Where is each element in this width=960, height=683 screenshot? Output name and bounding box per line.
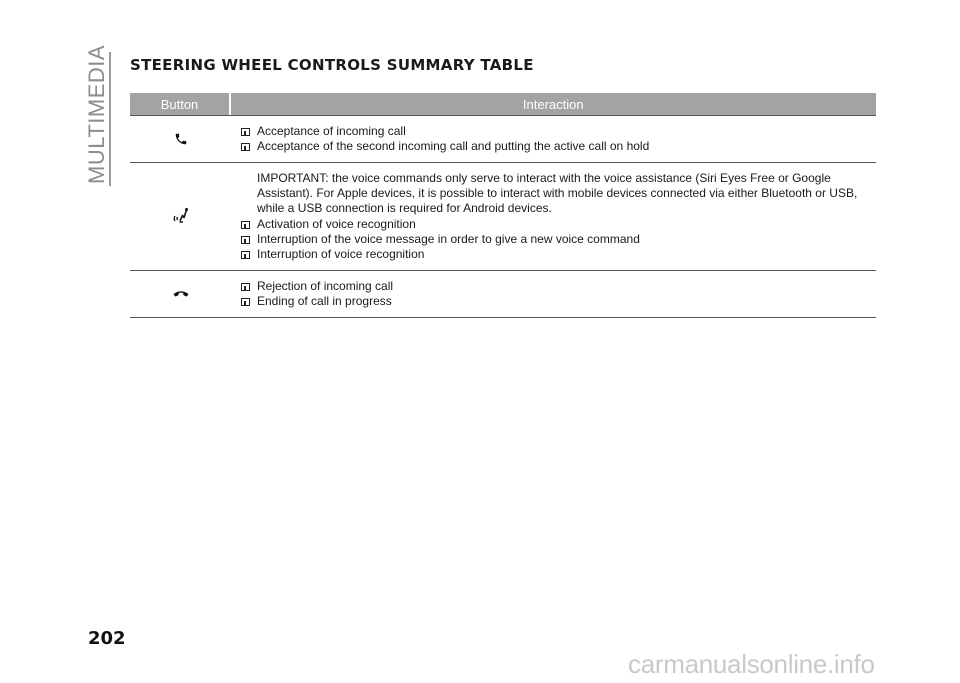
chapter-side-tab: [84, 44, 110, 184]
table-row: [130, 271, 876, 318]
list-item: [257, 232, 876, 247]
page-number: 202: [88, 628, 126, 649]
list-item: [257, 294, 876, 309]
table-header: [130, 93, 876, 116]
bullet-icon: [241, 283, 250, 291]
phone-hangup-icon: [173, 289, 189, 299]
list-item-text: Acceptance of the second incoming call and putting the active call on hold: [257, 139, 650, 153]
bullet-icon: [241, 298, 250, 306]
list-item-text: Activation of voice recognition: [257, 217, 416, 231]
controls-table: [130, 93, 876, 318]
list-item-text: Interruption of voice recognition: [257, 247, 425, 261]
button-cell: [130, 163, 231, 270]
bullet-icon: [241, 143, 250, 151]
voice-command-icon: [173, 207, 189, 227]
button-cell: [130, 116, 231, 162]
watermark: carmanualsonline.info: [628, 649, 875, 679]
header-interaction: Interaction: [522, 96, 584, 112]
table-row: [130, 163, 876, 271]
bullet-icon: [241, 128, 250, 136]
important-note: IMPORTANT: the voice commands only serve to interact with the voice assistance (Siri Eyes Free or Google Assistant). For Apple devices, it is possible to interact with mobile devices connected via either Bluetooth or USB, while a USB connection is required for Android devices.: [257, 171, 858, 215]
bullet-icon: [241, 221, 250, 229]
interaction-cell: [231, 163, 876, 270]
list-item: [257, 217, 876, 232]
list-item: [257, 139, 876, 154]
list-item-text: Acceptance of incoming call: [257, 124, 406, 138]
interaction-cell: [231, 271, 876, 317]
table-row: [130, 116, 876, 163]
header-button: Button: [160, 96, 199, 112]
button-cell: [130, 271, 231, 317]
list-item-text: Interruption of the voice message in order to give a new voice command: [257, 232, 640, 246]
bullet-icon: [241, 236, 250, 244]
list-item-text: Ending of call in progress: [257, 294, 392, 308]
section-title: STEERING WHEEL CONTROLS SUMMARY TABLE: [130, 56, 534, 74]
list-item-text: Rejection of incoming call: [257, 279, 394, 293]
bullet-icon: [241, 251, 250, 259]
phone-answer-icon: [174, 132, 188, 146]
list-item: [257, 279, 876, 294]
interaction-cell: [231, 116, 876, 162]
chapter-label: MULTIMEDIA: [84, 44, 109, 184]
list-item: [257, 247, 876, 262]
list-item: [257, 124, 876, 139]
chapter-divider: [109, 52, 111, 186]
